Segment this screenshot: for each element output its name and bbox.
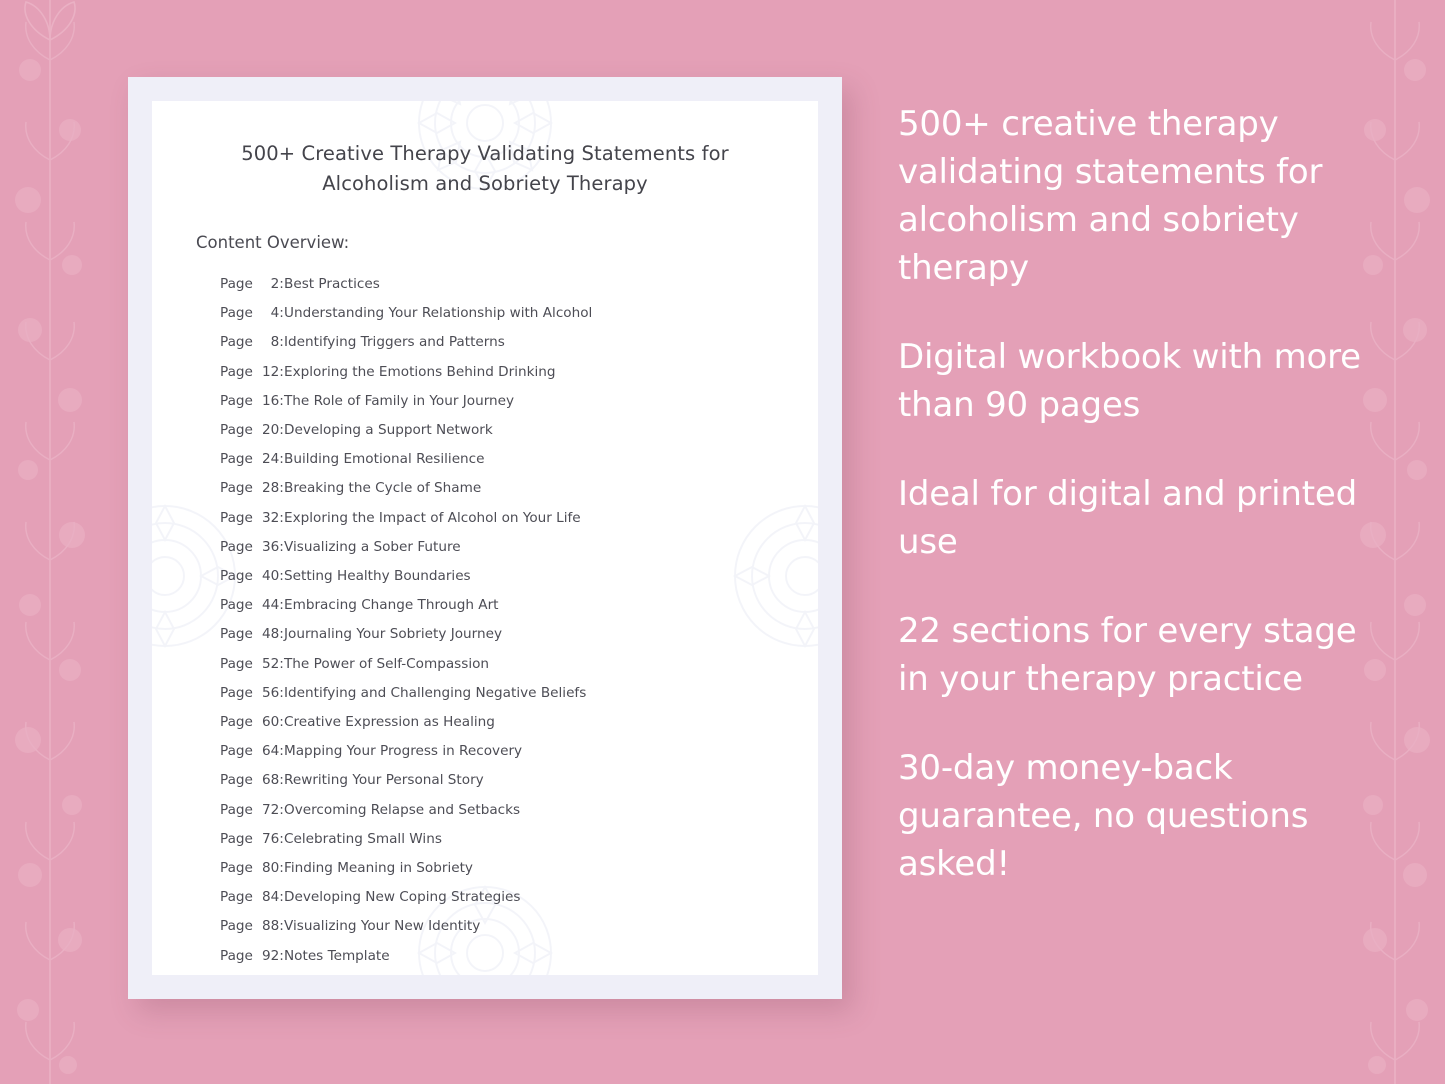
toc-page-number: 76 (261, 830, 280, 847)
toc-page-number: 20 (261, 422, 280, 439)
feature-item: 30-day money-back guarantee, no questions asked! (898, 748, 1309, 884)
toc-page-number: 64 (261, 743, 280, 760)
toc-page: Page 2: (220, 270, 278, 299)
toc-title: Visualizing Your New Identity (284, 918, 481, 935)
document-paper-inner (152, 101, 818, 975)
toc-row (220, 270, 818, 299)
toc-page-number: 40 (261, 568, 280, 585)
toc-title: Journaling Your Sobriety Journey (284, 626, 503, 643)
toc-page: Page 76: (220, 825, 278, 854)
toc-page: Page 44: (220, 591, 278, 620)
toc-row (220, 474, 818, 503)
toc-title: The Role of Family in Your Journey (284, 392, 515, 409)
toc-row (220, 299, 818, 328)
toc-page-number: 36 (261, 538, 280, 555)
toc-row (220, 504, 818, 533)
toc-page: Page 88: (220, 912, 278, 941)
document-title: 500+ Creative Therapy Validating Statements for Alcoholism and Sobriety Therapy (241, 142, 729, 195)
toc-row (220, 708, 818, 737)
toc-title: Embracing Change Through Art (284, 597, 499, 614)
toc-row (220, 825, 818, 854)
toc-row (220, 854, 818, 883)
toc-page: Page 24: (220, 445, 278, 474)
toc-title: Identifying Triggers and Patterns (284, 334, 505, 351)
toc-page: Page 16: (220, 387, 278, 416)
toc-page: Page 28: (220, 474, 278, 503)
toc-page-number: 12 (261, 363, 280, 380)
feature-item: 22 sections for every stage in your therapy practice (898, 611, 1357, 699)
toc-page: Page 72: (220, 796, 278, 825)
toc-page: Page 64: (220, 737, 278, 766)
toc-row (220, 942, 818, 971)
toc-page-number: 52 (261, 655, 280, 672)
marketing-pane (870, 0, 1445, 1084)
feature-list (898, 100, 1385, 888)
toc-row (220, 912, 818, 941)
toc-page-number: 72 (261, 801, 280, 818)
toc-page: Page 80: (220, 854, 278, 883)
toc-title: Exploring the Impact of Alcohol on Your Life (284, 509, 581, 526)
toc-title: Notes Template (284, 947, 390, 964)
toc-title: Creative Expression as Healing (284, 714, 495, 731)
feature-item: Digital workbook with more than 90 pages (898, 337, 1361, 425)
toc-row (220, 650, 818, 679)
toc-row (220, 533, 818, 562)
toc-page: Page 40: (220, 562, 278, 591)
toc-title: Best Practices (284, 276, 380, 292)
toc-page-number: 8 (270, 334, 280, 351)
toc-page-number: 84 (261, 889, 280, 906)
toc-page-number: 68 (261, 772, 280, 789)
toc-page: Page 36: (220, 533, 278, 562)
toc-title: Rewriting Your Personal Story (284, 772, 484, 789)
toc-title: Developing a Support Network (284, 422, 493, 439)
toc-row (220, 387, 818, 416)
toc-row (220, 766, 818, 795)
toc-title: The Power of Self-Compassion (284, 655, 490, 672)
toc-row (220, 883, 818, 912)
toc-page: Page 8: (220, 328, 278, 357)
toc-row (220, 445, 818, 474)
toc-row (220, 591, 818, 620)
toc-page-number: 28 (261, 480, 280, 497)
toc-row (220, 796, 818, 825)
toc-title: Breaking the Cycle of Shame (284, 480, 482, 497)
toc-page-number: 32 (261, 509, 280, 526)
toc-page-number: 88 (261, 918, 280, 935)
toc-page: Page 60: (220, 708, 278, 737)
toc-page: Page 48: (220, 620, 278, 649)
toc-page: Page 52: (220, 650, 278, 679)
toc-title: Developing New Coping Strategies (284, 889, 521, 906)
toc-row (220, 737, 818, 766)
feature-item: Ideal for digital and printed use (898, 474, 1358, 562)
toc-row (220, 679, 818, 708)
toc-page-number: 16 (261, 392, 280, 409)
toc-row (220, 416, 818, 445)
feature-item: 500+ creative therapy validating statements for alcoholism and sobriety therapy (898, 104, 1323, 288)
toc-page: Page 68: (220, 766, 278, 795)
toc-page-number: 24 (261, 451, 280, 468)
toc-page-number: 56 (261, 684, 280, 701)
toc-page: Page 4: (220, 299, 278, 328)
table-of-contents (220, 270, 818, 971)
toc-row (220, 562, 818, 591)
toc-page: Page 92: (220, 942, 278, 971)
toc-page-number: 2 (270, 276, 280, 292)
toc-page-number: 80 (261, 860, 280, 877)
toc-title: Exploring the Emotions Behind Drinking (284, 363, 556, 380)
toc-title: Setting Healthy Boundaries (284, 568, 471, 585)
toc-title: Identifying and Challenging Negative Beliefs (284, 684, 587, 701)
toc-row (220, 620, 818, 649)
toc-page-number: 44 (261, 597, 280, 614)
toc-row (220, 328, 818, 357)
toc-page: Page 32: (220, 504, 278, 533)
toc-page: Page 84: (220, 883, 278, 912)
toc-page: Page 56: (220, 679, 278, 708)
toc-title: Building Emotional Resilience (284, 451, 485, 468)
toc-page: Page 20: (220, 416, 278, 445)
toc-title: Celebrating Small Wins (284, 830, 442, 847)
toc-row (220, 358, 818, 387)
content-overview-label: Content Overview: (196, 233, 350, 252)
toc-page-number: 60 (261, 714, 280, 731)
toc-title: Visualizing a Sober Future (284, 538, 461, 555)
toc-page-number: 4 (270, 305, 280, 322)
toc-title: Understanding Your Relationship with Alcohol (284, 305, 593, 322)
toc-page-number: 92 (261, 947, 280, 964)
toc-page: Page 12: (220, 358, 278, 387)
toc-title: Finding Meaning in Sobriety (284, 860, 473, 877)
toc-title: Overcoming Relapse and Setbacks (284, 801, 521, 818)
toc-title: Mapping Your Progress in Recovery (284, 743, 523, 760)
toc-page-number: 48 (261, 626, 280, 643)
